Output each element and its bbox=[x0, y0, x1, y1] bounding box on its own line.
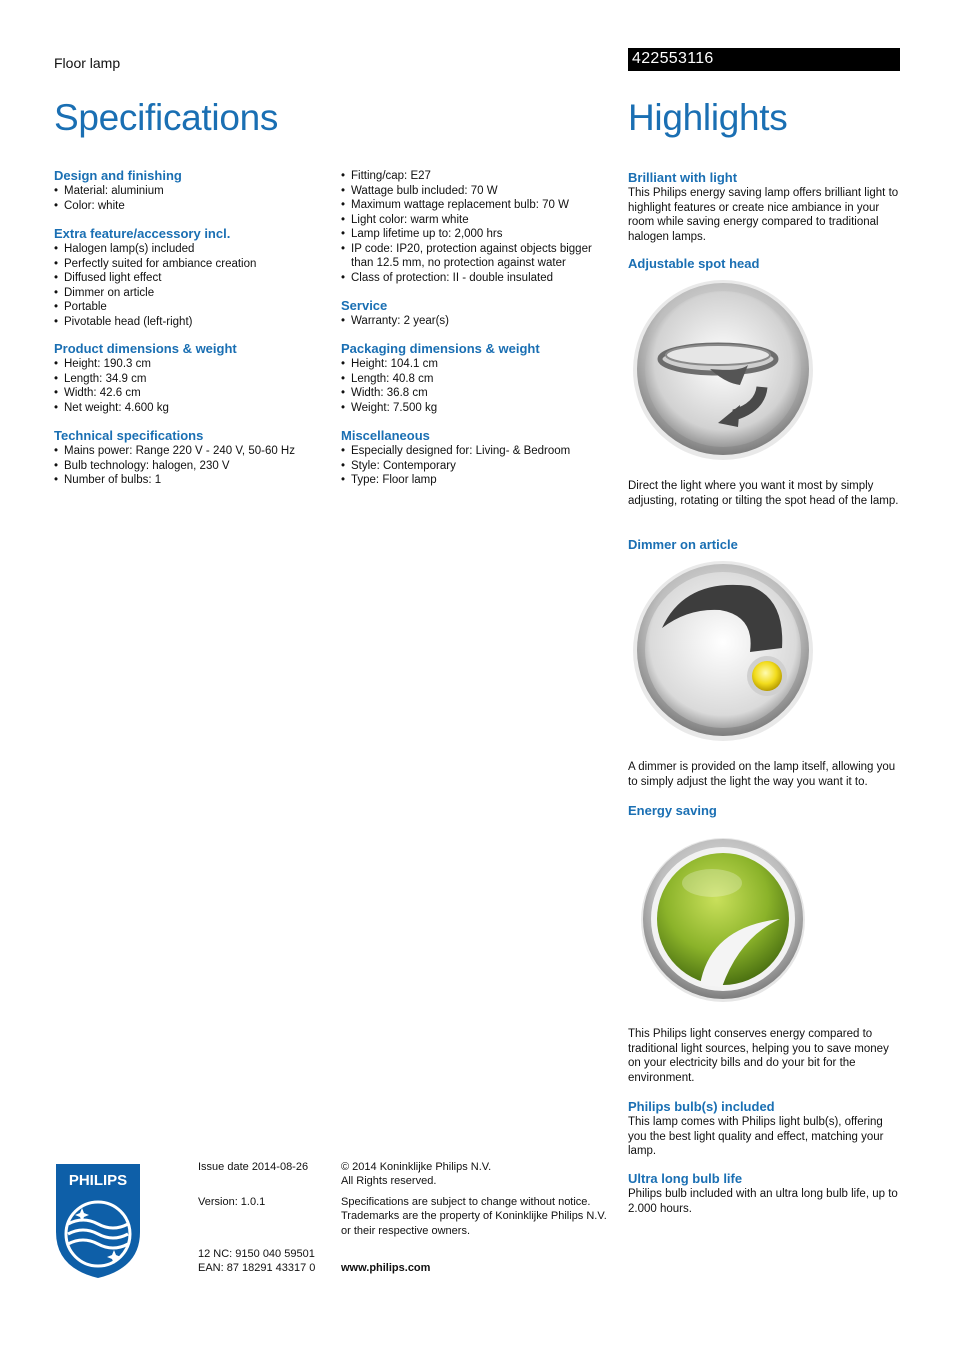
spec-item: • Material: aluminium bbox=[54, 184, 324, 199]
spec-item: • Net weight: 4.600 kg bbox=[54, 401, 324, 416]
spec-item: • Number of bulbs: 1 bbox=[54, 473, 324, 488]
owners-line: or their respective owners. bbox=[341, 1225, 470, 1237]
spec-item: • Perfectly suited for ambiance creation bbox=[54, 257, 324, 272]
extra-section bbox=[54, 226, 324, 329]
miscellaneous-section bbox=[341, 428, 603, 488]
philips-logo bbox=[54, 1162, 142, 1280]
highlight-longlife bbox=[628, 1171, 900, 1216]
highlight-energy-heading bbox=[628, 803, 900, 819]
spec-item: • Color: white bbox=[54, 199, 324, 214]
spec-item: • Portable bbox=[54, 300, 324, 315]
highlight-heading: Ultra long bulb life bbox=[628, 1171, 743, 1186]
spec-item: • Wattage bulb included: 70 W bbox=[341, 184, 603, 199]
dimmer-icon bbox=[630, 558, 816, 744]
highlights-title: Highlights bbox=[628, 97, 788, 138]
spec-list bbox=[341, 357, 603, 415]
spec-item: • Width: 36.8 cm bbox=[341, 386, 603, 401]
spec-item: • Diffused light effect bbox=[54, 271, 324, 286]
spec-item: • Class of protection: II - double insulated bbox=[341, 271, 603, 286]
highlight-text: Philips bulb included with an ultra long bulb life, up to 2.000 hours. bbox=[628, 1188, 898, 1215]
technical-continued-section bbox=[341, 169, 603, 285]
adjustable-spot-icon bbox=[630, 277, 816, 463]
product-id-bar: 422553116 bbox=[628, 48, 900, 71]
technical-section bbox=[54, 428, 324, 488]
section-heading: Design and finishing bbox=[54, 168, 182, 183]
highlight-text: Direct the light where you want it most by simply adjusting, rotating or tilting the spot head of the lamp. bbox=[628, 480, 899, 507]
highlight-text: This Philips energy saving lamp offers brilliant light to highlight features or create nice ambiance in your room while saving energy compared to traditional halogen lamps. bbox=[628, 187, 899, 243]
section-heading: Packaging dimensions & weight bbox=[341, 341, 540, 356]
spec-list bbox=[54, 184, 324, 213]
rights-line: All Rights reserved. bbox=[341, 1175, 437, 1187]
spec-item: • Especially designed for: Living- & Bedroom bbox=[341, 444, 603, 459]
spec-item: • Fitting/cap: E27 bbox=[341, 169, 603, 184]
specifications-title: Specifications bbox=[54, 97, 279, 138]
ean-code: EAN: 87 18291 43317 0 bbox=[198, 1262, 316, 1274]
spec-item: • Pivotable head (left-right) bbox=[54, 315, 324, 330]
highlight-energy-text bbox=[628, 1027, 900, 1085]
highlight-dimmer-text bbox=[628, 760, 900, 789]
highlight-heading: Energy saving bbox=[628, 803, 717, 818]
section-heading: Extra feature/accessory incl. bbox=[54, 226, 231, 241]
spec-item: • Halogen lamp(s) included bbox=[54, 242, 324, 257]
design-section bbox=[54, 168, 324, 213]
spec-list bbox=[341, 444, 603, 488]
spec-item: • Height: 104.1 cm bbox=[341, 357, 603, 372]
section-heading: Product dimensions & weight bbox=[54, 341, 237, 356]
spec-list bbox=[54, 444, 324, 488]
section-heading: Service bbox=[341, 298, 388, 313]
highlight-heading: Philips bulb(s) included bbox=[628, 1099, 775, 1114]
philips-logo-text: PHILIPS bbox=[68, 1172, 128, 1189]
twelve-nc: 12 NC: 9150 040 59501 bbox=[198, 1248, 315, 1260]
notice-line: Specifications are subject to change without notice. bbox=[341, 1196, 591, 1208]
spec-item: • IP code: IP20, protection against objects bigger than 12.5 mm, no protection against water bbox=[341, 242, 603, 271]
highlight-spot-text bbox=[628, 479, 900, 508]
spec-list bbox=[341, 314, 603, 329]
spec-item: • Dimmer on article bbox=[54, 286, 324, 301]
spec-item: • Lamp lifetime up to: 2,000 hrs bbox=[341, 227, 603, 242]
product-dimensions-section bbox=[54, 341, 324, 415]
highlight-heading: Brilliant with light bbox=[628, 170, 738, 185]
spec-item: • Mains power: Range 220 V - 240 V, 50-60 Hz bbox=[54, 444, 324, 459]
highlight-text: This Philips light conserves energy compared to traditional light sources, helping you to save money on your electricity bills and do your bit for the environment. bbox=[628, 1028, 889, 1084]
spec-item: • Length: 34.9 cm bbox=[54, 372, 324, 387]
copyright-line: © 2014 Koninklijke Philips N.V. bbox=[341, 1161, 492, 1173]
highlight-heading: Dimmer on article bbox=[628, 537, 738, 552]
spec-item: • Width: 42.6 cm bbox=[54, 386, 324, 401]
spec-item: • Bulb technology: halogen, 230 V bbox=[54, 459, 324, 474]
spec-item: • Length: 40.8 cm bbox=[341, 372, 603, 387]
spec-item: • Maximum wattage replacement bulb: 70 W bbox=[341, 198, 603, 213]
product-type: Floor lamp bbox=[54, 55, 121, 71]
trademark-line: Trademarks are the property of Koninklijke Philips N.V. bbox=[341, 1210, 607, 1222]
highlight-spot-heading bbox=[628, 256, 900, 272]
spec-item: • Warranty: 2 year(s) bbox=[341, 314, 603, 329]
highlight-bulbs bbox=[628, 1099, 900, 1159]
highlight-dimmer-heading bbox=[628, 537, 900, 553]
service-section bbox=[341, 298, 603, 329]
issue-date: Issue date 2014-08-26 bbox=[198, 1161, 309, 1173]
section-heading: Miscellaneous bbox=[341, 428, 430, 443]
highlight-text: This lamp comes with Philips light bulb(s), offering you the best light quality and effect, matching your lamp. bbox=[628, 1116, 884, 1157]
spec-item: • Weight: 7.500 kg bbox=[341, 401, 603, 416]
spec-list bbox=[341, 169, 603, 285]
spec-item: • Light color: warm white bbox=[341, 213, 603, 228]
spec-item: • Height: 190.3 cm bbox=[54, 357, 324, 372]
spec-list bbox=[54, 242, 324, 329]
spec-item: • Style: Contemporary bbox=[341, 459, 603, 474]
highlight-brilliant bbox=[628, 170, 900, 244]
website-link[interactable]: www.philips.com bbox=[341, 1262, 431, 1274]
version: Version: 1.0.1 bbox=[198, 1196, 266, 1208]
highlight-heading: Adjustable spot head bbox=[628, 256, 760, 271]
leaf-icon bbox=[630, 827, 816, 1013]
packaging-section bbox=[341, 341, 603, 415]
section-heading: Technical specifications bbox=[54, 428, 204, 443]
spec-list bbox=[54, 357, 324, 415]
highlight-text: A dimmer is provided on the lamp itself, allowing you to simply adjust the light the way you want it to. bbox=[628, 761, 896, 788]
spec-item: • Type: Floor lamp bbox=[341, 473, 603, 488]
